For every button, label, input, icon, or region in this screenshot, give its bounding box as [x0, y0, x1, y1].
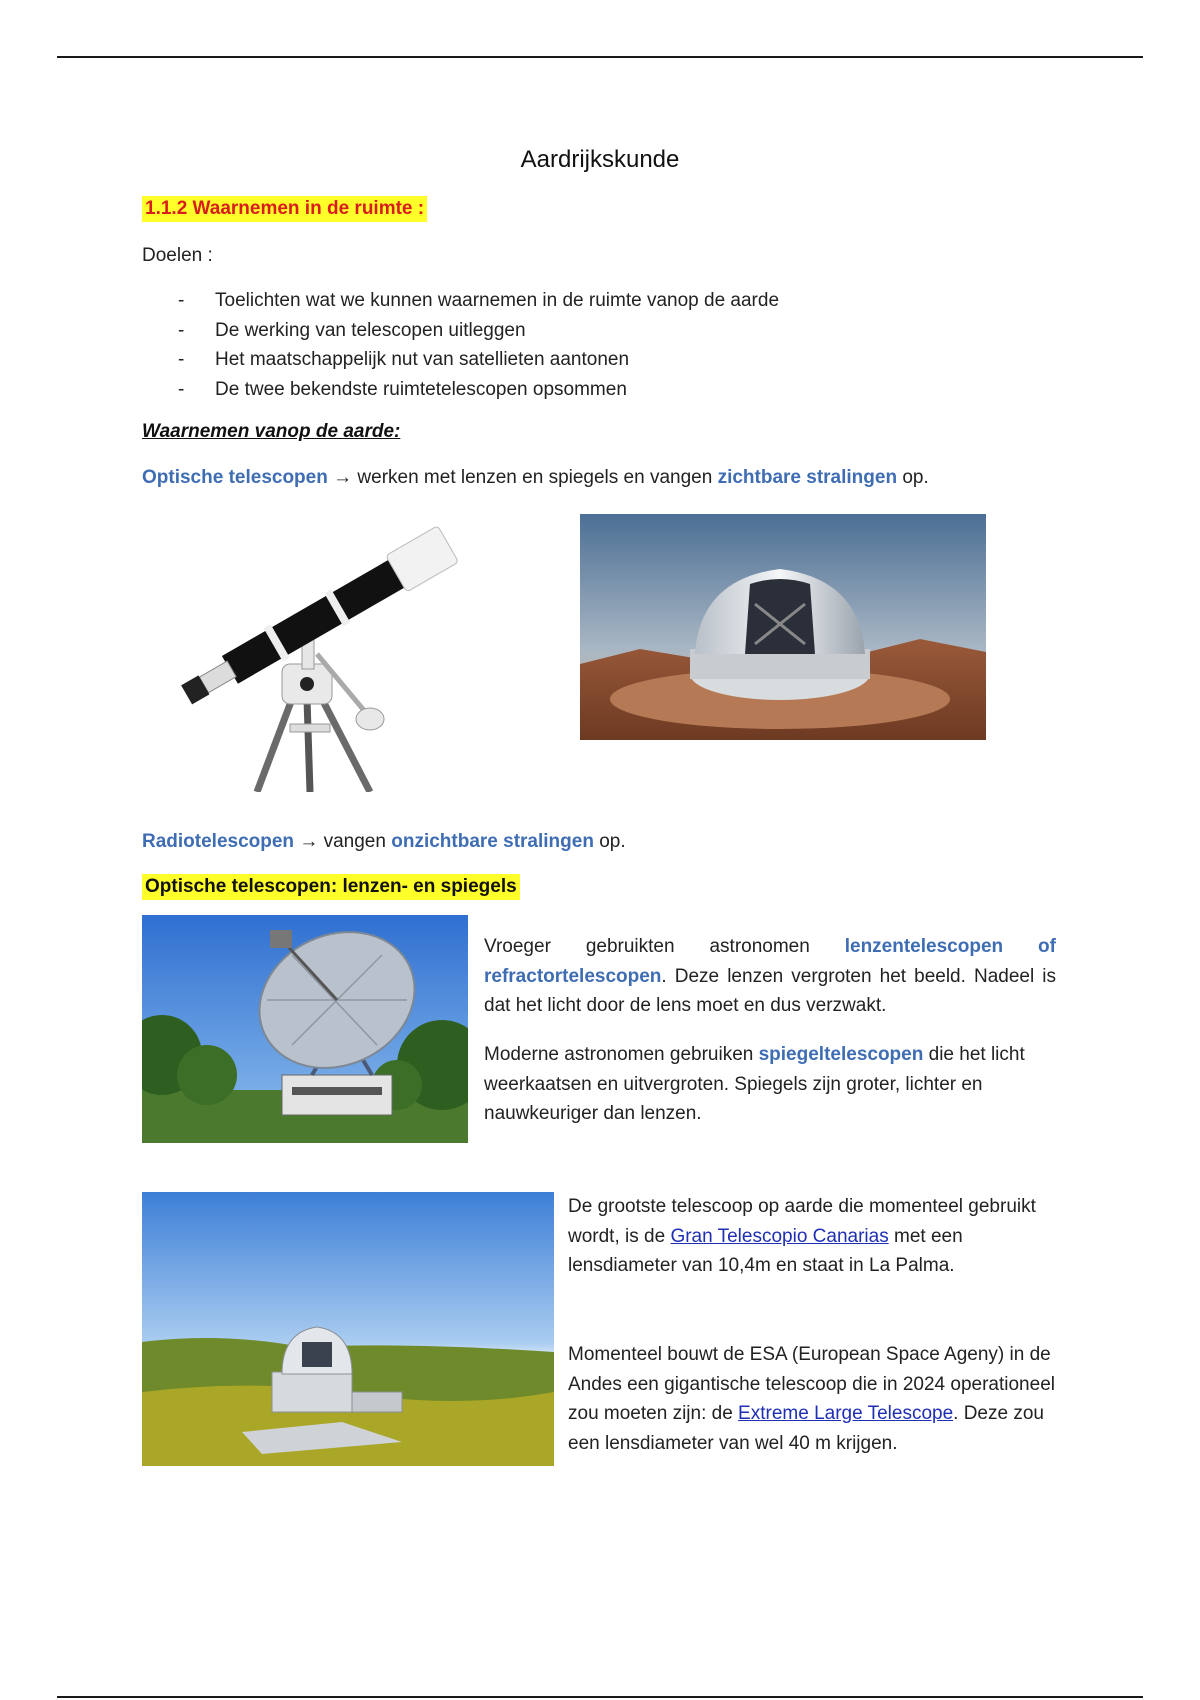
- gtc-paragraph: [568, 1192, 1058, 1281]
- radio-term: Radiotelescopen: [142, 831, 295, 852]
- bottom-rule: [57, 1696, 1143, 1698]
- elt-text-end: . Deze zou een lensdiameter van wel 40 m krijgen.: [568, 1403, 1044, 1454]
- subheading-earth: Waarnemen vanop de aarde:: [142, 421, 401, 442]
- lens-text-end: . Deze lenzen vergroten het beeld. Nadeel is dat het licht door de lens moet en dus verzwakt.: [484, 965, 1056, 1016]
- mirror-text: Moderne astronomen gebruiken: [484, 1044, 759, 1065]
- mirror-paragraph: [484, 1040, 1056, 1129]
- mirror-telescope-term: spiegeltelescopen: [758, 1044, 924, 1065]
- list-item: [178, 345, 779, 375]
- optical-text-end: op.: [897, 467, 929, 488]
- bullet-dash: -: [178, 319, 185, 341]
- bullet-dash: -: [178, 378, 185, 400]
- list-item: [178, 286, 779, 316]
- bullet-dash: -: [178, 290, 185, 311]
- radio-line: [142, 831, 626, 853]
- radio-dish-image: [142, 915, 468, 1143]
- arrow-icon: →: [299, 831, 319, 852]
- top-rule: [57, 56, 1143, 58]
- arrow-icon: →: [333, 467, 353, 488]
- section-heading: 1.1.2 Waarnemen in de ruimte :: [142, 196, 427, 222]
- refractor-telescope-image: [142, 514, 512, 792]
- gran-telescopio-image: [142, 1192, 554, 1466]
- lens-telescope-term: lenzentelescopen of refractortelescopen: [484, 936, 1056, 987]
- visible-radiation-term: zichtbare stralingen: [717, 467, 898, 488]
- radio-text-end: op.: [593, 831, 626, 852]
- goal-text: Het maatschappelijk nut van satellieten aantonen: [215, 349, 630, 370]
- goals-label: Doelen :: [142, 245, 213, 266]
- elt-text: Momenteel bouwt de ESA (European Space Ageny) in de Andes een gigantische telescoop die in 2024 operationeel zou moeten zijn: de: [568, 1344, 1055, 1424]
- optical-line: [142, 467, 929, 489]
- invisible-radiation-term: onzichtbare stralingen: [391, 831, 594, 852]
- list-item: [178, 375, 779, 405]
- goal-text: De twee bekendste ruimtetelescopen opsommen: [215, 378, 627, 400]
- optical-term: Optische telescopen: [142, 467, 328, 488]
- gran-telescopio-link[interactable]: Gran Telescopio Canarias: [670, 1225, 889, 1247]
- elt-paragraph: [568, 1340, 1058, 1458]
- goal-text: De werking van telescopen uitleggen: [215, 319, 526, 341]
- radio-text: vangen: [318, 831, 392, 852]
- optical-heading: Optische telescopen: lenzen- en spiegels: [142, 874, 520, 900]
- list-item: [178, 316, 779, 346]
- extreme-large-telescope-link[interactable]: Extreme Large Telescope: [738, 1403, 954, 1424]
- optical-text: werken met lenzen en spiegels en vangen: [352, 467, 718, 488]
- page-title: Aardrijkskunde: [520, 146, 680, 173]
- goal-text: Toelichten wat we kunnen waarnemen in de ruimte vanop de aarde: [215, 290, 780, 311]
- gtc-text: De grootste telescoop op aarde die momenteel gebruikt wordt, is de: [568, 1196, 1036, 1247]
- gtc-text-end: met een lensdiameter van 10,4m en staat in La Palma.: [568, 1225, 963, 1276]
- lens-paragraph: [484, 932, 1056, 1021]
- bullet-dash: -: [178, 349, 185, 370]
- observatory-dome-image: [580, 514, 986, 740]
- goals-list: [178, 286, 779, 404]
- mirror-text-end: die het licht weerkaatsen en uitvergroten. Spiegels zijn groter, lichter en nauwkeuriger dan lenzen.: [484, 1044, 1025, 1124]
- lens-text: Vroeger gebruikten astronomen: [484, 936, 845, 957]
